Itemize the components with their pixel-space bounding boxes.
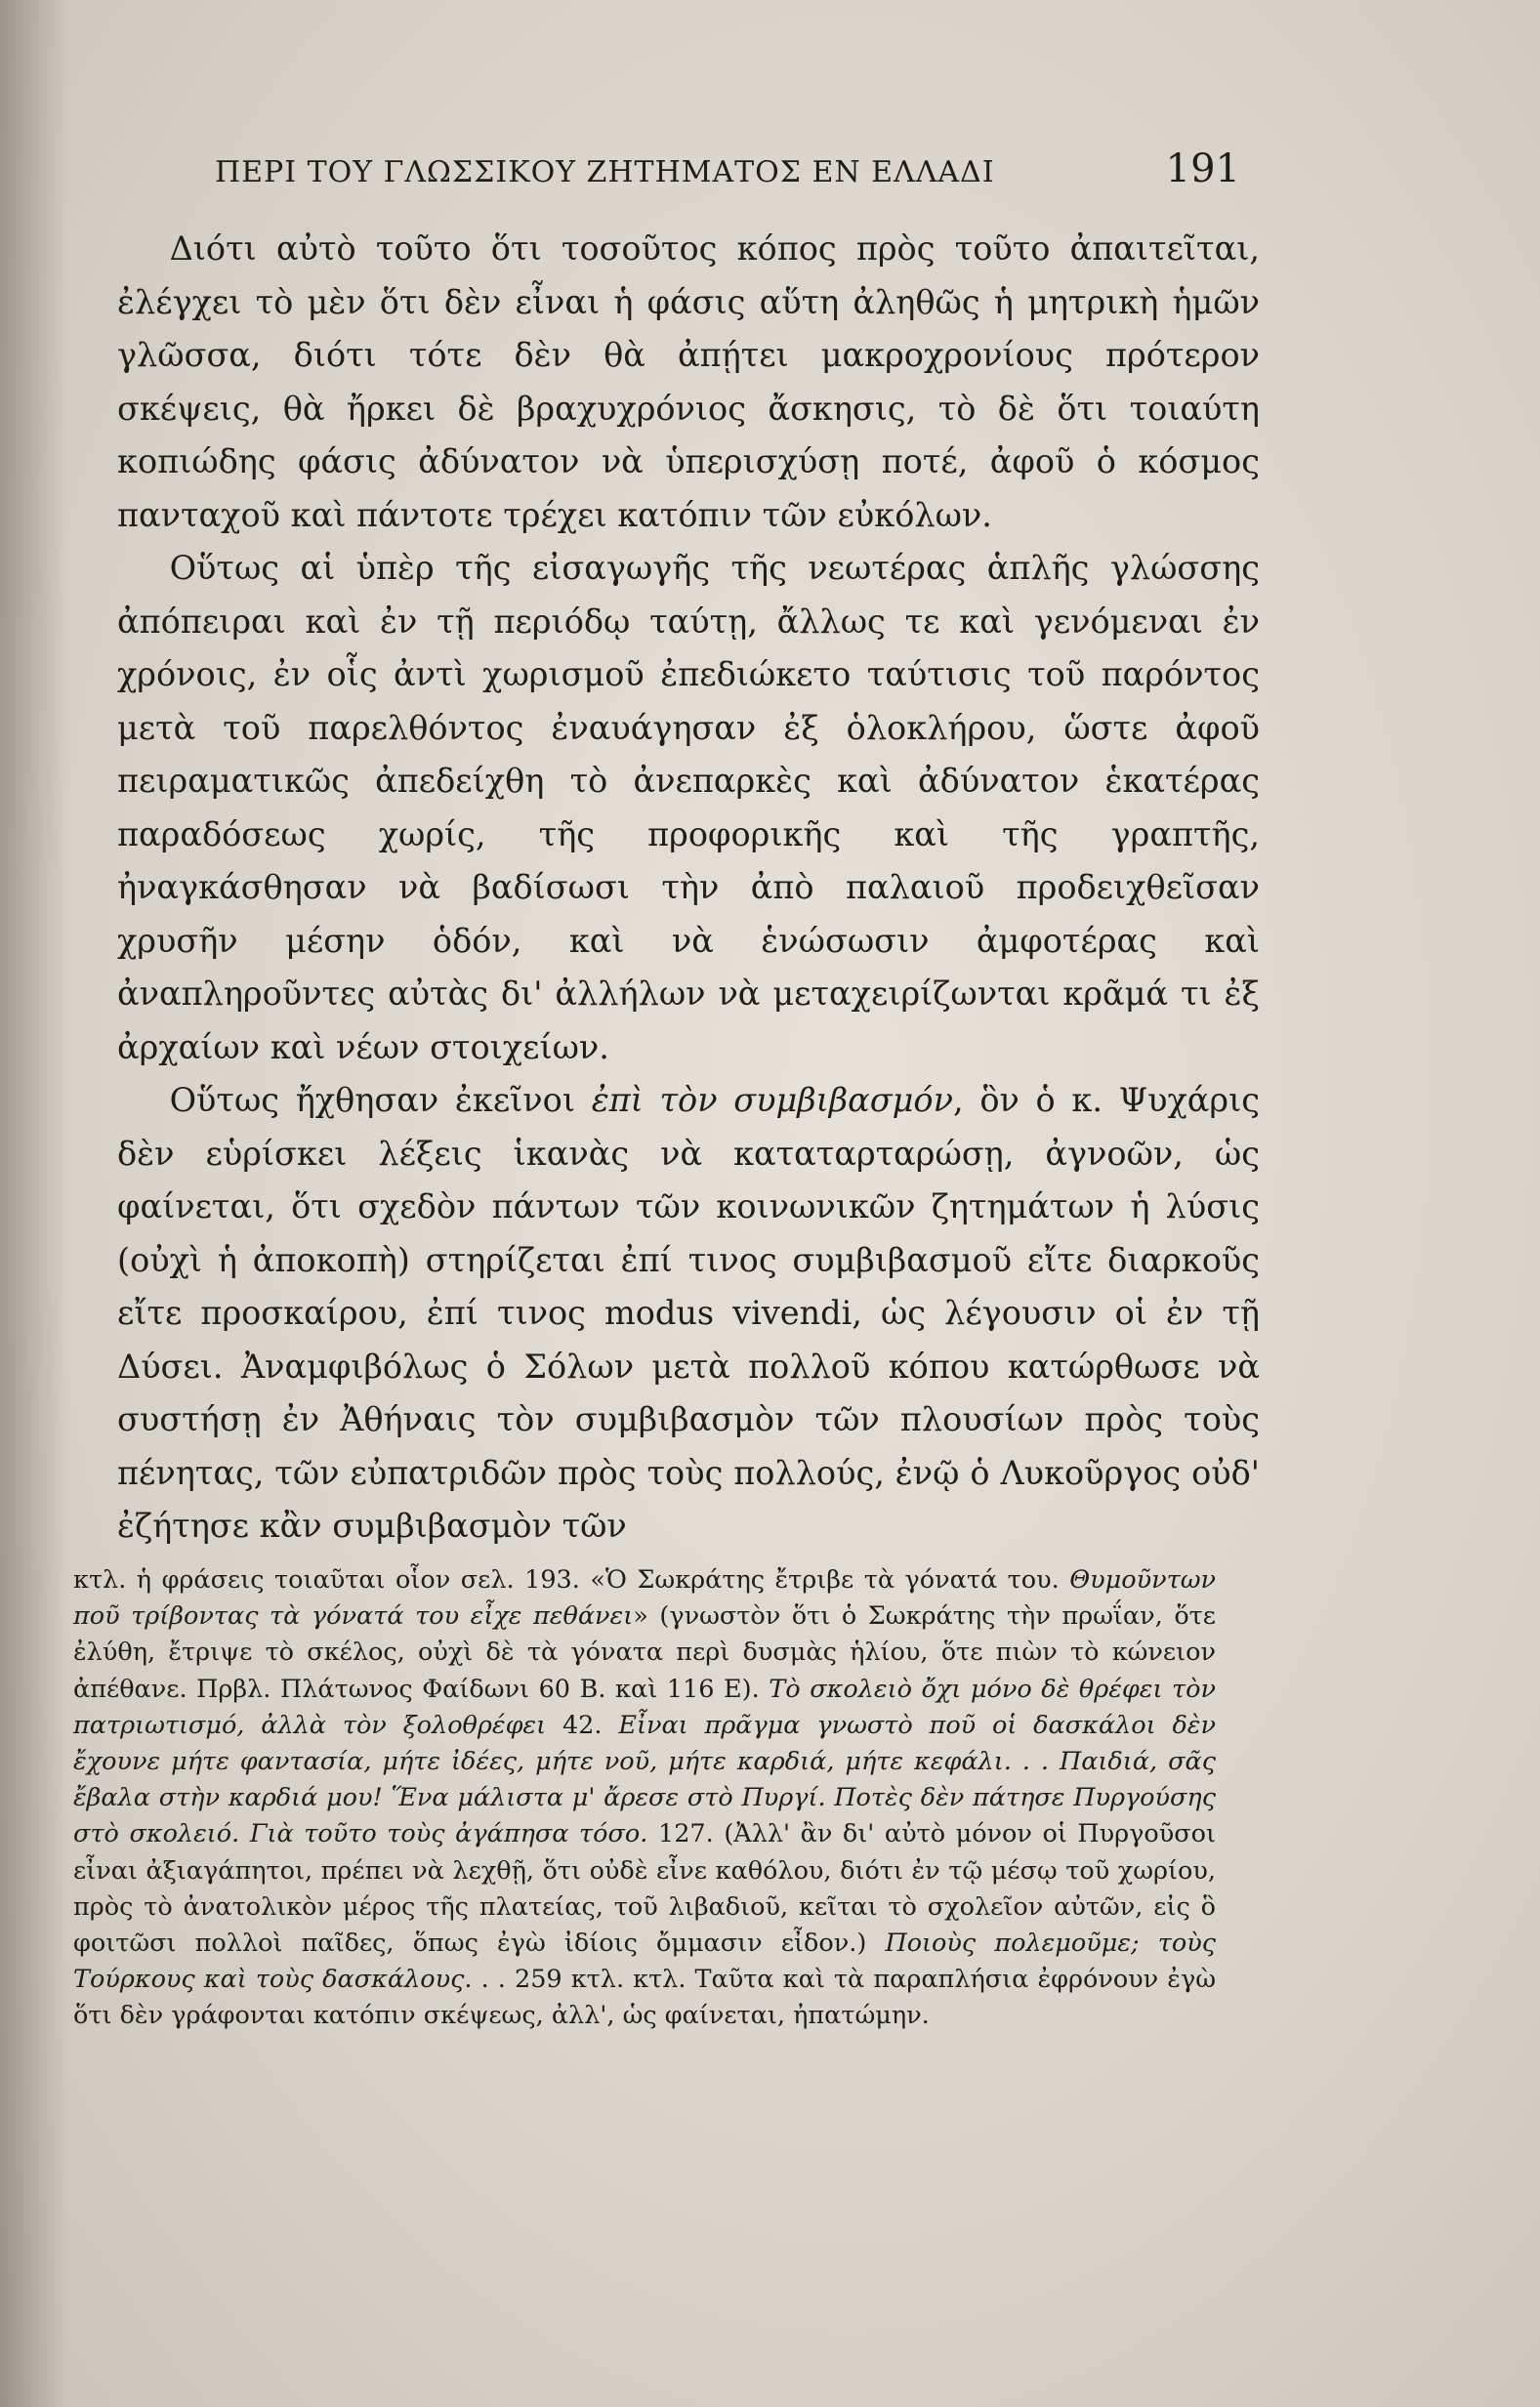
- footnote: [73, 1562, 1216, 2035]
- footnote-run: 127. (Ἀλλ' ἂν δι' αὐτὸ μόνον οἱ Πυργοῦσοι εἶναι ἀξιαγάπητοι, πρέπει νὰ λεχθῇ, ὅτι οὐδὲ εἶνε καθόλου, διότι ἐν τῷ μέσῳ τοῦ χωρίου, πρὸς τὸ ἀνατολικὸν μέρος τῆς πλατείας, τοῦ λιβαδιοῦ, κεῖται τὸ σχολεῖον αὐτῶν, εἰς ὃ φοιτῶσι πολλοὶ παῖδες, ὅπως ἐγὼ ἰδίοις ὄμμασιν εἶδον.): [73, 1819, 1216, 1959]
- paragraph: Διότι αὐτὸ τοῦτο ὅτι τοσοῦτος κόπος πρὸς τοῦτο ἀπαιτεῖται, ἐλέγχει τὸ μὲν ὅτι δὲν εἶναι ἡ φάσις αὕτη ἀληθῶς ἡ μητρικὴ ἡμῶν γλῶσσα, διότι τότε δὲν θὰ ἀπῄτει μακροχρονίους πρότερον σκέψεις, θὰ ἤρκει δὲ βραχυχρόνιος ἄσκησις, τὸ δὲ ὅτι τοιαύτη κοπιώδης φάσις ἀδύνατον νὰ ὑπερισχύσῃ ποτέ, ἀφοῦ ὁ κόσμος πανταχοῦ καὶ πάντοτε τρέχει κατόπιν τῶν εὐκόλων.: [117, 229, 1260, 534]
- footnote-quote: Θυμοῦντων ποῦ τρίβοντας τὰ γόνατά του εἶχε πεθάνει: [73, 1565, 1216, 1632]
- paragraph-text: , ὃν ὁ κ. Ψυχάρις δὲν εὑρίσκει λέξεις ἱκανὰς νὰ καταταρταρώσῃ, ἀγνοῶν, ὡς φαίνεται, ὅτι σχεδὸν πάντων τῶν κοινωνικῶν ζητημάτων ἡ λύσις (οὐχὶ ἡ ἀποκοπὴ) στηρίζεται ἐπί τινος συμβιβασμοῦ εἴτε διαρκοῦς εἴτε προσκαίρου, ἐπί τινος modus vivendi, ὡς λέγουσιν οἱ ἐν τῇ Δύσει. Ἀναμφιβόλως ὁ Σόλων μετὰ πολλοῦ κόπου κατώρθωσε νὰ συστήσῃ ἐν Ἀθήναις τὸν συμβιβασμὸν τῶν πλουσίων πρὸς τοὺς πένητας, τῶν εὐπατριδῶν πρὸς τοὺς πολλούς, ἐνῷ ὁ Λυκοῦργος οὐδ' ἐζήτησε κἂν συμβιβασμὸν τῶν: [117, 1081, 1260, 1545]
- footnote-quote: Τὸ σκολειὸ ὄχι μόνο δὲ θρέφει τὸν πατριωτισμό, ἀλλὰ τὸν ξολοθρέφει: [73, 1674, 1216, 1740]
- running-head: ΠΕΡΙ ΤΟΥ ΓΛΩΣΣΙΚΟΥ ΖΗΤΗΜΑΤΟΣ ΕΝ ΕΛΛΑΔΙ: [215, 155, 995, 189]
- main-text: [117, 223, 1260, 1554]
- footnote-text: [73, 1562, 1216, 2035]
- footnote-quote: Ποιοὺς πολεμοῦμε; τοὺς Τούρκους καὶ τοὺς δασκάλους: [73, 1929, 1216, 1995]
- binding-shadow: [0, 0, 68, 2407]
- footnote-run: 42.: [546, 1710, 619, 1740]
- page-header: [215, 146, 1240, 191]
- page-number: 191: [1165, 146, 1240, 191]
- footnote-run: » (γνωστὸν ὅτι ὁ Σωκράτης τὴν πρωΐαν, ὅτε ἐλύθη, ἔτριψε τὸ σκέλος, οὐχὶ δὲ τὰ γόνατα περὶ δυσμὰς ἡλίου, ὅτε πιὼν τὸ κώνειον ἀπέθανε. Πρβλ. Πλάτωνος Φαίδωνι 60 Β. καὶ 116 Ε).: [73, 1601, 1216, 1704]
- italic-phrase: ἐπὶ τὸν συμβιβασμόν: [591, 1081, 953, 1119]
- footnote-run: κτλ. ἡ φράσεις τοιαῦται οἷον σελ. 193. «Ὁ Σωκράτης ἔτριβε τὰ γόνατά του.: [73, 1565, 1070, 1595]
- paragraph-text: Οὕτως ἤχθησαν ἐκεῖνοι: [169, 1081, 592, 1119]
- footnote-quote: Εἶναι πρᾶγμα γνωστὸ ποῦ οἱ δασκάλοι δὲν ἔχουνε μήτε φαντασία, μήτε ἰδέες, μήτε νοῦ, μήτε καρδιά, μήτε κεφάλι. . . Παιδιά, σᾶς ἔβαλα στὴν καρδιά μου! Ἕνα μάλιστα μ' ἄρεσε στὸ Πυργί. Ποτὲς δὲν πάτησε Πυργούσης στὸ σκολειό. Γιὰ τοῦτο τοὺς ἀγάπησα τόσο.: [73, 1710, 1216, 1849]
- paragraph: Οὕτως αἱ ὑπὲρ τῆς εἰσαγωγῆς τῆς νεωτέρας ἁπλῆς γλώσσης ἀπόπειραι καὶ ἐν τῇ περιόδῳ ταύτῃ, ἄλλως τε καὶ γενόμεναι ἐν χρόνοις, ἐν οἷς ἀντὶ χωρισμοῦ ἐπεδιώκετο ταύτισις τοῦ παρόντος μετὰ τοῦ παρελθόντος ἐναυάγησαν ἐξ ὁλοκλήρου, ὥστε ἀφοῦ πειραματικῶς ἀπεδείχθη τὸ ἀνεπαρκὲς καὶ ἀδύνατον ἑκατέρας παραδόσεως χωρίς, τῆς προφορικῆς καὶ τῆς γραπτῆς, ἠναγκάσθησαν νὰ βαδίσωσι τὴν ἀπὸ παλαιοῦ προδειχθεῖσαν χρυσῆν μέσην ὁδόν, καὶ νὰ ἑνώσωσιν ἀμφοτέρας καὶ ἀναπληροῦντες αὐτὰς δι' ἀλλήλων νὰ μεταχειρίζωνται κρᾶμά τι ἐξ ἀρχαίων καὶ νέων στοιχείων.: [117, 549, 1260, 1066]
- footnote-run: . . . 259 κτλ. κτλ. Ταῦτα καὶ τὰ παραπλήσια ἐφρόνουν ἐγὼ ὅτι δὲν γράφονται κατόπιν σκέψεως, ἀλλ', ὡς φαίνεται, ἠπατώμην.: [73, 1965, 1216, 2031]
- paragraph: [117, 1074, 1260, 1554]
